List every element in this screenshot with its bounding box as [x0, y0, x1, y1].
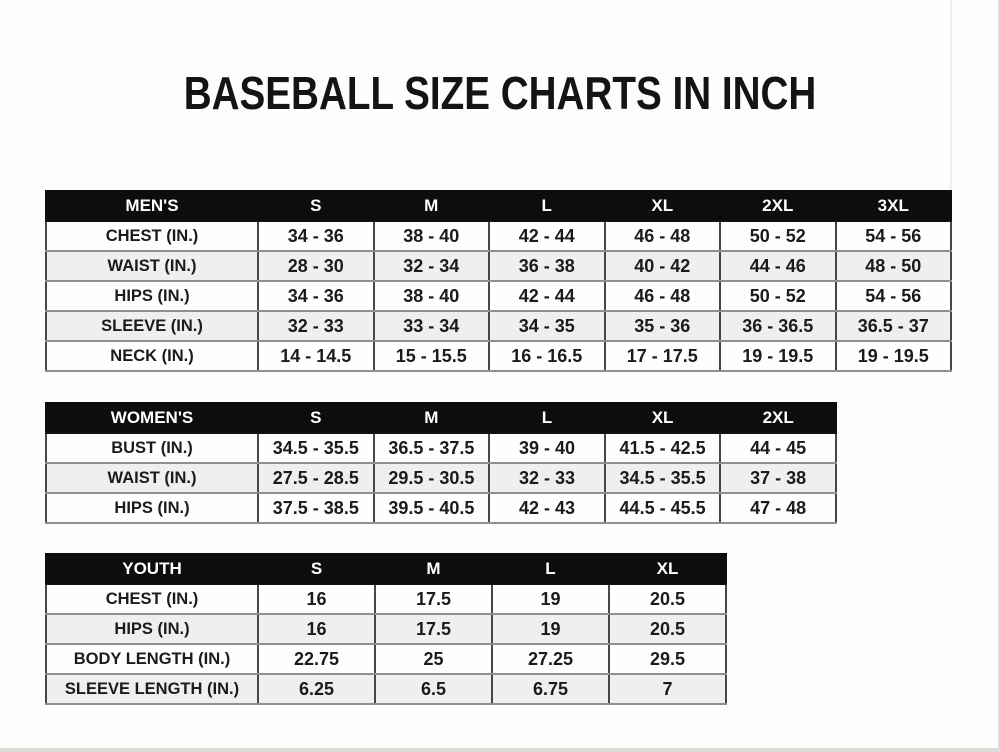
- size-value-cell: 38 - 40: [374, 221, 490, 251]
- size-header-cell: S: [258, 191, 374, 221]
- size-value-cell: 16: [258, 584, 375, 614]
- size-value-cell: 19: [492, 584, 609, 614]
- size-header-cell: 2XL: [720, 191, 836, 221]
- size-header-cell: XL: [605, 403, 721, 433]
- size-value-cell: 34.5 - 35.5: [258, 433, 374, 463]
- size-value-cell: 35 - 36: [605, 311, 721, 341]
- youth-size-table-container: [45, 553, 727, 705]
- size-value-cell: 17.5: [375, 584, 492, 614]
- size-value-cell: 54 - 56: [836, 281, 952, 311]
- size-value-cell: 25: [375, 644, 492, 674]
- size-header-cell: XL: [605, 191, 721, 221]
- size-value-cell: 27.25: [492, 644, 609, 674]
- size-value-cell: 42 - 43: [489, 493, 605, 523]
- size-value-cell: 36 - 36.5: [720, 311, 836, 341]
- scan-fold-line: [950, 0, 952, 190]
- table-row: [46, 281, 951, 311]
- table-row: [46, 463, 836, 493]
- size-value-cell: 36.5 - 37: [836, 311, 952, 341]
- size-value-cell: 16: [258, 614, 375, 644]
- size-value-cell: 17.5: [375, 614, 492, 644]
- size-header-cell: XL: [609, 554, 726, 584]
- size-value-cell: 32 - 34: [374, 251, 490, 281]
- size-value-cell: 29.5: [609, 644, 726, 674]
- size-value-cell: 42 - 44: [489, 281, 605, 311]
- size-value-cell: 44 - 46: [720, 251, 836, 281]
- size-table: [45, 553, 727, 705]
- size-value-cell: 6.25: [258, 674, 375, 704]
- size-value-cell: 34 - 36: [258, 281, 374, 311]
- row-label-cell: BUST (IN.): [46, 433, 258, 463]
- row-label-cell: WAIST (IN.): [46, 463, 258, 493]
- size-value-cell: 7: [609, 674, 726, 704]
- size-value-cell: 14 - 14.5: [258, 341, 374, 371]
- row-label-cell: HIPS (IN.): [46, 614, 258, 644]
- size-value-cell: 42 - 44: [489, 221, 605, 251]
- size-header-cell: M: [374, 191, 490, 221]
- size-value-cell: 46 - 48: [605, 221, 721, 251]
- size-value-cell: 32 - 33: [258, 311, 374, 341]
- size-value-cell: 22.75: [258, 644, 375, 674]
- size-value-cell: 19 - 19.5: [836, 341, 952, 371]
- size-header-cell: 3XL: [836, 191, 952, 221]
- size-value-cell: 34.5 - 35.5: [605, 463, 721, 493]
- table-row: [46, 644, 726, 674]
- size-value-cell: 48 - 50: [836, 251, 952, 281]
- size-value-cell: 37.5 - 38.5: [258, 493, 374, 523]
- table-title-cell: WOMEN'S: [46, 403, 258, 433]
- table-row: [46, 251, 951, 281]
- size-value-cell: 33 - 34: [374, 311, 490, 341]
- size-header-cell: L: [492, 554, 609, 584]
- size-value-cell: 37 - 38: [720, 463, 836, 493]
- size-value-cell: 15 - 15.5: [374, 341, 490, 371]
- size-value-cell: 27.5 - 28.5: [258, 463, 374, 493]
- size-header-cell: 2XL: [720, 403, 836, 433]
- size-value-cell: 20.5: [609, 584, 726, 614]
- size-header-cell: L: [489, 403, 605, 433]
- row-label-cell: CHEST (IN.): [46, 584, 258, 614]
- size-header-cell: S: [258, 554, 375, 584]
- table-row: [46, 493, 836, 523]
- size-value-cell: 41.5 - 42.5: [605, 433, 721, 463]
- womens-size-table-container: [45, 402, 837, 524]
- table-row: [46, 584, 726, 614]
- table-header-row: [46, 403, 836, 433]
- table-row: [46, 674, 726, 704]
- row-label-cell: BODY LENGTH (IN.): [46, 644, 258, 674]
- row-label-cell: NECK (IN.): [46, 341, 258, 371]
- size-table: [45, 190, 952, 372]
- size-table: [45, 402, 837, 524]
- size-value-cell: 44.5 - 45.5: [605, 493, 721, 523]
- table-row: [46, 311, 951, 341]
- size-value-cell: 20.5: [609, 614, 726, 644]
- size-value-cell: 36 - 38: [489, 251, 605, 281]
- size-value-cell: 39 - 40: [489, 433, 605, 463]
- size-header-cell: S: [258, 403, 374, 433]
- size-value-cell: 47 - 48: [720, 493, 836, 523]
- size-header-cell: M: [375, 554, 492, 584]
- table-row: [46, 614, 726, 644]
- size-value-cell: 50 - 52: [720, 281, 836, 311]
- size-header-cell: L: [489, 191, 605, 221]
- scan-edge-bottom: [0, 748, 1000, 752]
- table-row: [46, 221, 951, 251]
- row-label-cell: SLEEVE (IN.): [46, 311, 258, 341]
- size-value-cell: 38 - 40: [374, 281, 490, 311]
- mens-size-table-container: [45, 190, 952, 372]
- size-value-cell: 16 - 16.5: [489, 341, 605, 371]
- size-value-cell: 50 - 52: [720, 221, 836, 251]
- table-row: [46, 341, 951, 371]
- size-value-cell: 34 - 36: [258, 221, 374, 251]
- size-value-cell: 46 - 48: [605, 281, 721, 311]
- size-value-cell: 28 - 30: [258, 251, 374, 281]
- table-header-row: [46, 554, 726, 584]
- size-value-cell: 40 - 42: [605, 251, 721, 281]
- table-title-cell: MEN'S: [46, 191, 258, 221]
- row-label-cell: CHEST (IN.): [46, 221, 258, 251]
- table-header-row: [46, 191, 951, 221]
- size-value-cell: 17 - 17.5: [605, 341, 721, 371]
- size-value-cell: 29.5 - 30.5: [374, 463, 490, 493]
- size-value-cell: 54 - 56: [836, 221, 952, 251]
- row-label-cell: HIPS (IN.): [46, 493, 258, 523]
- size-value-cell: 6.75: [492, 674, 609, 704]
- size-value-cell: 44 - 45: [720, 433, 836, 463]
- size-value-cell: 6.5: [375, 674, 492, 704]
- size-value-cell: 32 - 33: [489, 463, 605, 493]
- row-label-cell: HIPS (IN.): [46, 281, 258, 311]
- table-title-cell: YOUTH: [46, 554, 258, 584]
- size-value-cell: 34 - 35: [489, 311, 605, 341]
- size-value-cell: 19 - 19.5: [720, 341, 836, 371]
- size-value-cell: 39.5 - 40.5: [374, 493, 490, 523]
- page-title: BASEBALL SIZE CHARTS IN INCH: [183, 67, 817, 119]
- row-label-cell: WAIST (IN.): [46, 251, 258, 281]
- size-header-cell: M: [374, 403, 490, 433]
- size-value-cell: 36.5 - 37.5: [374, 433, 490, 463]
- size-value-cell: 19: [492, 614, 609, 644]
- row-label-cell: SLEEVE LENGTH (IN.): [46, 674, 258, 704]
- table-row: [46, 433, 836, 463]
